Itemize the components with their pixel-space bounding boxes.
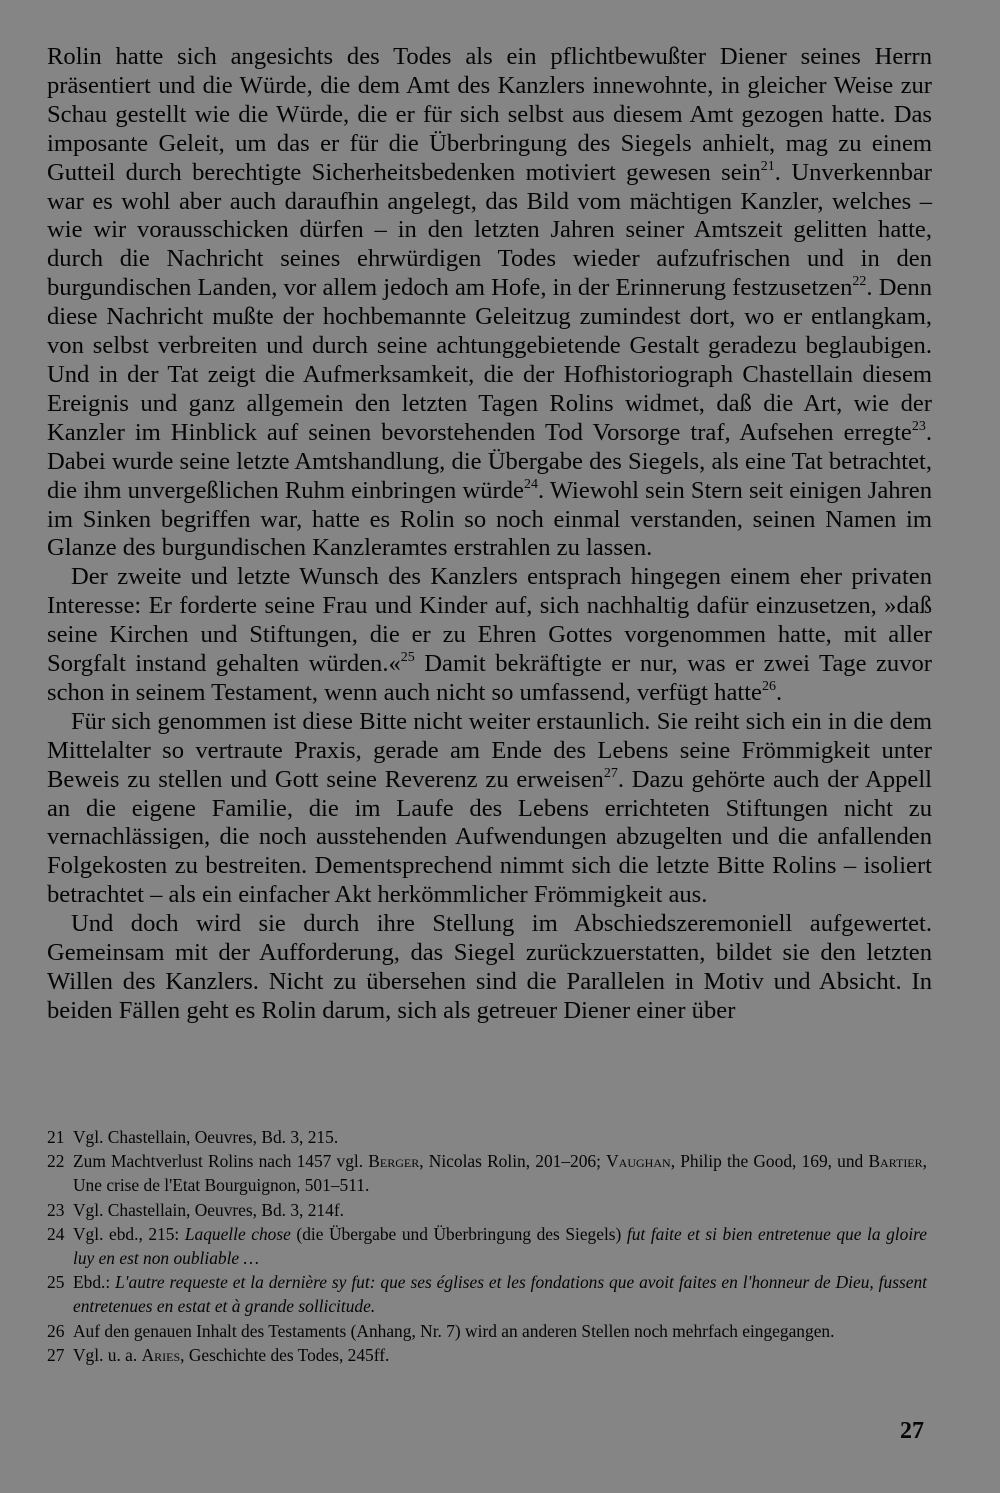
paragraph-text: Für sich genommen ist diese Bitte nicht weiter erstaunlich. Sie reiht sich ein in die dem Mittelalter so vertraute Praxis, gerade am Ende des Lebens seine Frömmigkeit unter Beweis zu stellen und Gott seine Reverenz zu erweisen	[47, 707, 932, 793]
author-name: Berger	[368, 1151, 420, 1172]
footnote-number: 25	[47, 1272, 65, 1293]
paragraph-text: . Denn diese Nachricht mußte der hochbemannte Geleitzug zumindest dort, wo er entlangkam, von selbst verbreiten und durch seine achtunggebietende Gestalt geradezu beglaubigen. Und in der Tat zeigt die Aufmerksamkeit, die der Hofhistoriograph Chastellain diesem Ereignis und ganz allgemein den letzten Tagen Rolins widmet, daß die Art, wie der Kanzler im Hinblick auf seinen bevorstehenden Tod Vorsorge traf, Aufsehen erregte	[47, 274, 932, 446]
footnote-text: Auf den genauen Inhalt des Testaments (Anhang, Nr. 7) wird an anderen Stellen noch mehrfach eingegangen.	[73, 1320, 835, 1341]
footnote-text: , Geschichte des Todes, 245ff.	[180, 1344, 390, 1365]
footnote-21	[47, 1125, 927, 1149]
paragraph-text: . Wiewohl sein Stern seit einigen Jahren im Sinken begriffen war, hatte es Rolin so noch einmal verstanden, seinen Namen im Glanze des burgundischen Kanzleramtes erstrahlen zu lassen.	[47, 476, 932, 562]
paragraph-text: . Dazu gehörte auch der Appell an die eigene Familie, die im Laufe des Lebens errichteten Stiftungen nicht zu vernachlässigen, die noch ausstehenden Aufwendungen abzugelten und die anfallenden Folgekosten zu bestreiten. Dementsprechend nimmt sich die letzte Bitte Rolins – isoliert betrachtet – als ein einfacher Akt herkömmlicher Frömmigkeit aus.	[47, 765, 932, 909]
paragraph-text: Der zweite und letzte Wunsch des Kanzlers entsprach hingegen einem eher privaten Interesse: Er forderte seine Frau und Kinder auf, sich nachhaltig dafür einzusetzen, »daß seine Kirchen und Stiftungen, die er zu Ehren Gottes vorgenommen hatte, mit aller Sorgfalt instand gehalten würden.«	[47, 563, 932, 678]
footnote-text: Zum Machtverlust Rolins nach 1457 vgl.	[73, 1151, 369, 1172]
paragraph-2	[47, 563, 932, 708]
footnote-25	[47, 1270, 927, 1318]
footnote-text: , Une crise de l'Etat Bourguignon, 501–511.	[73, 1151, 928, 1196]
quote-text: L'autre requeste et la dernière sy fut: que ses églises et les fondations que avoit faites en l'honneur de Dieu, fussent entretenues en estat et à grande sollicitude.	[73, 1272, 927, 1317]
footnote-ref-25[interactable]: 25	[400, 650, 415, 666]
quote-text: Laquelle chose	[184, 1223, 291, 1244]
footnote-number: 27	[47, 1344, 65, 1365]
author-name: Aries	[141, 1344, 181, 1365]
paragraph-text: Damit bekräftigte er nur, was er zwei Tage zuvor schon in seinem Testament, wenn auch nicht so umfassend, verfügt hatte	[47, 650, 932, 706]
quote-text: fut faite et si bien entretenue que la gloire luy en est non oubliable …	[73, 1223, 927, 1269]
footnote-text: Ebd.:	[73, 1272, 116, 1293]
footnote-text: Vgl. Chastellain, Oeuvres, Bd. 3, 214f.	[73, 1199, 344, 1220]
main-text	[47, 43, 932, 1026]
author-name: Vaughan	[606, 1151, 671, 1172]
footnote-text: , Philip the Good, 169, und	[670, 1151, 869, 1172]
paragraph-text: Rolin hatte sich angesichts des Todes als ein pflichtbewußter Diener seines Herrn präsentiert und die Würde, die dem Amt des Kanzlers innewohnte, in gleicher Weise zur Schau gestellt wie die Würde, die er für sich selbst aus diesem Amt gezogen hatte. Das imposante Geleit, um das er für die Überbringung des Siegels anhielt, mag zu einem Gutteil durch berechtigte Sicherheitsbedenken motiviert gewesen sein	[47, 43, 932, 186]
footnote-text: Vgl. ebd., 215:	[73, 1223, 185, 1244]
footnote-22	[47, 1149, 927, 1197]
page-number: 27	[900, 1418, 924, 1444]
footnote-ref-21[interactable]: 21	[760, 158, 775, 174]
footnotes	[47, 1125, 927, 1367]
footnote-text: , Nicolas Rolin, 201–206;	[419, 1151, 607, 1172]
footnote-23	[47, 1198, 927, 1222]
paragraph-1	[47, 43, 932, 563]
footnote-27	[47, 1343, 927, 1367]
footnote-text: Vgl. Chastellain, Oeuvres, Bd. 3, 215.	[73, 1127, 339, 1147]
footnote-number: 24	[47, 1223, 65, 1244]
footnote-26	[47, 1319, 927, 1343]
footnote-text: Vgl. u. a.	[73, 1344, 142, 1365]
paragraph-text: Und doch wird sie durch ihre Stellung im Abschiedszeremoniell aufgewertet. Gemeinsam mit der Aufforderung, das Siegel zurückzuerstatten, bildet sie den letzten Willen des Kanzlers. Nicht zu übersehen sind die Parallelen in Motiv und Absicht. In beiden Fällen geht es Rolin darum, sich als getreuer Diener einer über	[47, 910, 932, 1024]
footnote-number: 23	[47, 1199, 65, 1220]
footnote-ref-27[interactable]: 27	[603, 765, 618, 781]
paragraph-text: . Dabei wurde seine letzte Amtshandlung, die Übergabe des Siegels, als eine Tat betrachtet, die ihm unvergeßlichen Ruhm einbringen würde	[47, 418, 932, 504]
footnote-24	[47, 1222, 927, 1270]
footnote-number: 22	[47, 1151, 65, 1172]
footnote-number: 26	[47, 1320, 65, 1341]
footnote-ref-26[interactable]: 26	[761, 678, 776, 694]
footnote-number: 21	[47, 1127, 65, 1147]
paragraph-4	[47, 910, 932, 1026]
footnote-ref-23[interactable]: 23	[911, 418, 926, 434]
paragraph-text: . Unverkennbar war es wohl aber auch daraufhin angelegt, das Bild vom mächtigen Kanzler, welches – wie wir vorausschicken dürfen – in den letzten Jahren seiner Amtszeit gelitten hatte, durch die Nachricht seines ehrwürdigen Todes wieder aufzufrischen und in den burgundischen Landen, vor allem jedoch am Hofe, in der Erinnerung festzusetzen	[47, 158, 932, 302]
footnote-text: (die Übergabe und Überbringung des Siegels)	[290, 1223, 627, 1244]
footnote-ref-22[interactable]: 22	[852, 274, 867, 290]
paragraph-text: .	[775, 678, 783, 706]
author-name: Bartier	[868, 1151, 923, 1172]
paragraph-3	[47, 708, 932, 910]
footnote-ref-24[interactable]: 24	[523, 476, 538, 492]
